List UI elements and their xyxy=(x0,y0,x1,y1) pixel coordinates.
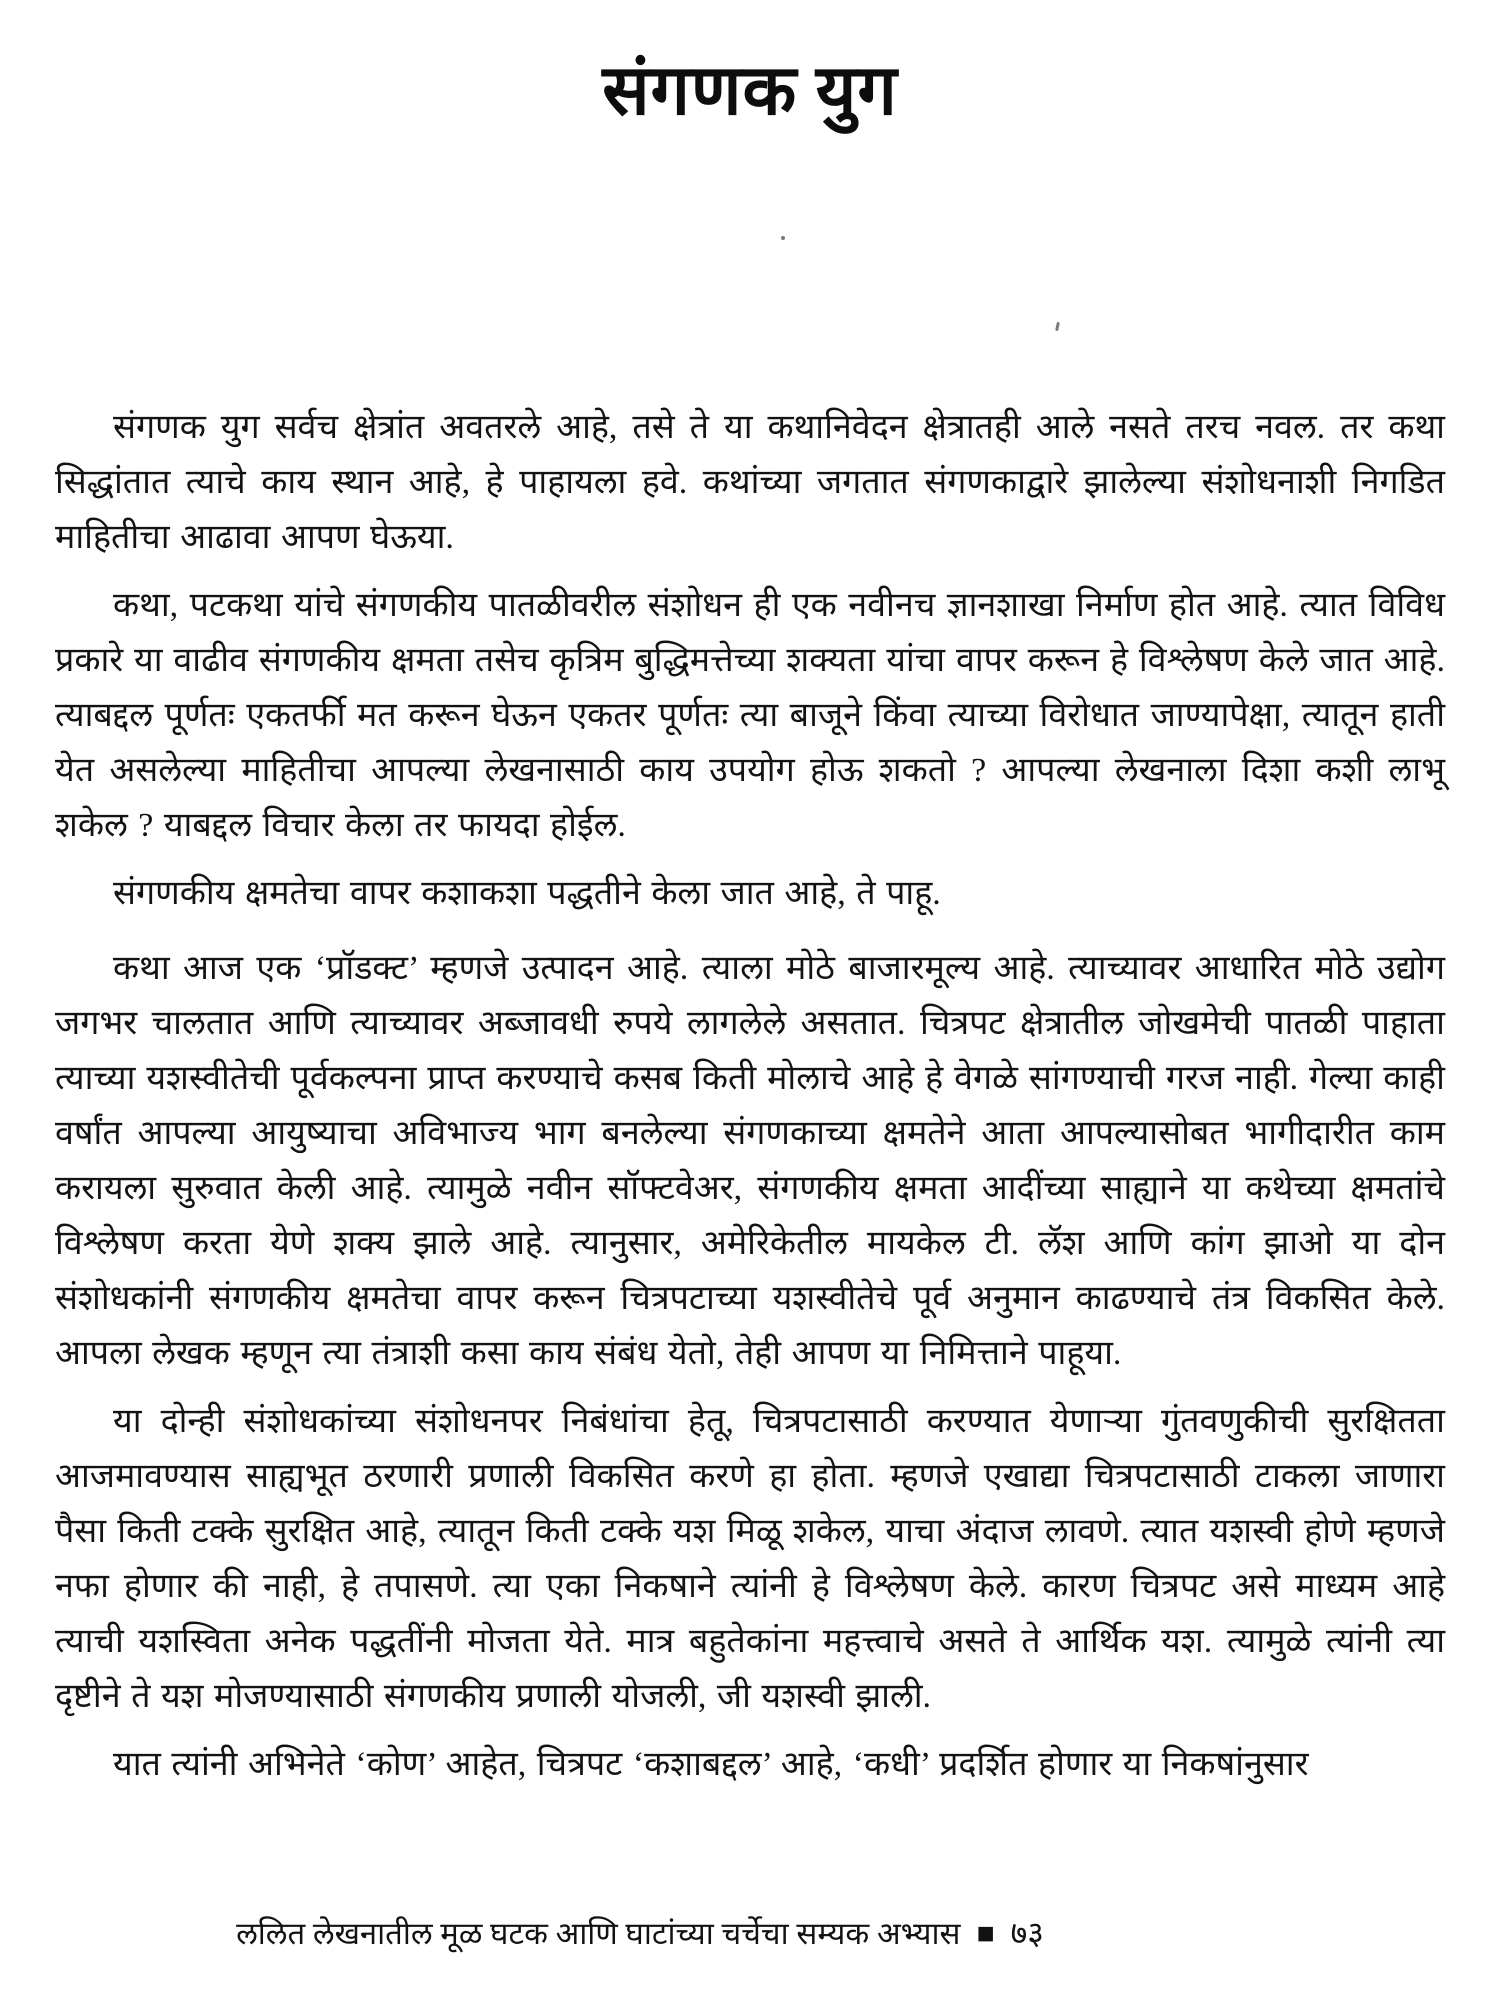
scan-speck xyxy=(1055,322,1060,331)
page-footer xyxy=(0,1911,1390,1954)
scan-speck xyxy=(781,236,785,240)
square-bullet-icon: ■ xyxy=(976,1916,995,1950)
paragraph: संगणक युग सर्वच क्षेत्रांत अवतरले आहे, तसे ते या कथानिवेदन क्षेत्रातही आले नसते तरच नवल. तर कथा सिद्धांतात त्याचे काय स्थान आहे, हे पाहायला हवे. कथांच्या जगतात संगणकाद्वारे झालेल्या संशोधनाशी निगडित माहितीचा आढावा आपण घेऊया. xyxy=(55,409,1445,556)
paragraph: या दोन्ही संशोधकांच्या संशोधनपर निबंधांचा हेतू, चित्रपटासाठी करण्यात येणाऱ्या गुंतवणुकीची सुरक्षितता आजमावण्यास साह्यभूत ठरणारी प्रणाली विकसित करणे हा होता. म्हणजे एखाद्या चित्रपटासाठी टाकला जाणारा पैसा किती टक्के सुरक्षित आहे, त्यातून किती टक्के यश मिळू शकेल, याचा अंदाज लावणे. त्यात यशस्वी होणे म्हणजे नफा होणार की नाही, हे तपासणे. त्या एका निकषाने त्यांनी हे विश्लेषण केले. कारण चित्रपट असे माध्यम आहे त्याची यशस्विता अनेक पद्धतींनी मोजता येते. मात्र बहुतेकांना महत्त्वाचे असते ते आर्थिक यश. त्यामुळे त्यांनी त्या दृष्टीने ते यश मोजण्यासाठी संगणकीय प्रणाली योजली, जी यशस्वी झाली. xyxy=(55,1403,1445,1715)
paragraph: कथा, पटकथा यांचे संगणकीय पातळीवरील संशोधन ही एक नवीनच ज्ञानशाखा निर्माण होत आहे. त्यात विविध प्रकारे या वाढीव संगणकीय क्षमता तसेच कृत्रिम बुद्धिमत्तेच्या शक्यता यांचा वापर करून हे विश्लेषण केले जात आहे. त्याबद्दल पूर्णतः एकतर्फी मत करून घेऊन एकतर पूर्णतः त्या बाजूने किंवा त्याच्या विरोधात जाण्यापेक्षा, त्यातून हाती येत असलेल्या माहितीचा आपल्या लेखनासाठी काय उपयोग होऊ शकतो ? आपल्या लेखनाला दिशा कशी लाभू शकेल ? याबद्दल विचार केला तर फायदा होईल. xyxy=(55,587,1445,844)
paragraph: संगणकीय क्षमतेचा वापर कशाकशा पद्धतीने केला जात आहे, ते पाहू. xyxy=(113,875,941,912)
body-text xyxy=(55,400,1445,1792)
paragraph: यात त्यांनी अभिनेते ‘कोण’ आहेत, चित्रपट ‘कशाबद्दल’ आहे, ‘कधी’ प्रदर्शित होणार या निकषांनुसार xyxy=(113,1746,1309,1783)
footer-running-title: ललित लेखनातील मूळ घटक आणि घाटांच्या चर्चेचा सम्यक अभ्यास xyxy=(236,1915,961,1951)
page-title: संगणक युग xyxy=(602,53,898,130)
paragraph: कथा आज एक ‘प्रॉडक्ट’ म्हणजे उत्पादन आहे. त्याला मोठे बाजारमूल्य आहे. त्याच्यावर आधारित मोठे उद्योग जगभर चालतात आणि त्याच्यावर अब्जावधी रुपये लागलेले असतात. चित्रपट क्षेत्रातील जोखमेची पातळी पाहाता त्याच्या यशस्वीतेची पूर्वकल्पना प्राप्त करण्याचे कसब किती मोलाचे आहे हे वेगळे सांगण्याची गरज नाही. गेल्या काही वर्षांत आपल्या आयुष्याचा अविभाज्य भाग बनलेल्या संगणकाच्या क्षमतेने आता आपल्यासोबत भागीदारीत काम करायला सुरुवात केली आहे. त्यामुळे नवीन सॉफ्टवेअर, संगणकीय क्षमता आदींच्या साह्याने या कथेच्या क्षमतांचे विश्लेषण करता येणे शक्य झाले आहे. त्यानुसार, अमेरिकेतील मायकेल टी. लॅश आणि कांग झाओ या दोन संशोधकांनी संगणकीय क्षमतेचा वापर करून चित्रपटाच्या यशस्वीतेचे पूर्व अनुमान काढण्याचे तंत्र विकसित केले. आपला लेखक म्हणून त्या तंत्राशी कसा काय संबंध येतो, तेही आपण या निमित्ताने पाहूया. xyxy=(55,950,1445,1372)
page-number: ७३ xyxy=(1010,1915,1044,1951)
